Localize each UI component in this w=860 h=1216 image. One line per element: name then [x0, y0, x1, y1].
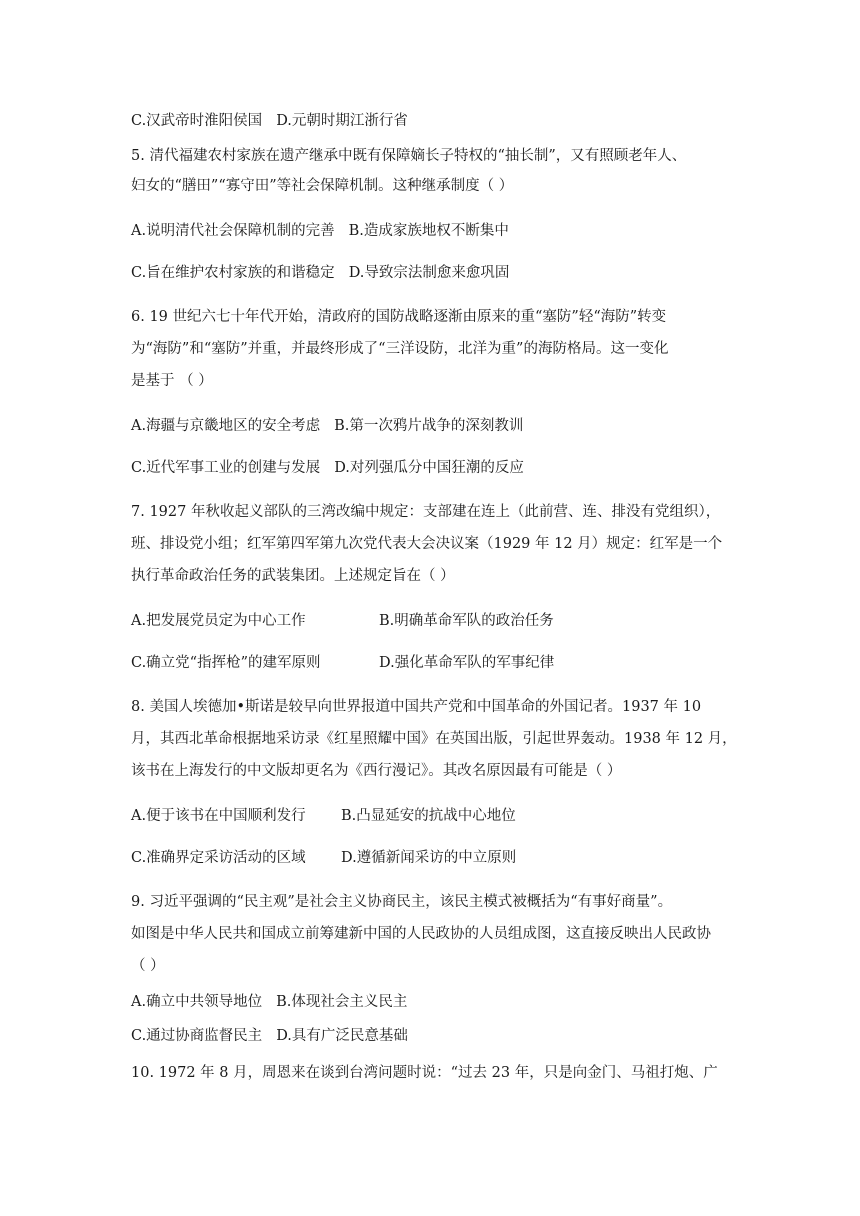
q6-options-cd: [131, 458, 524, 478]
option-a: A.说明清代社会保障机制的完善: [131, 223, 335, 239]
option-c: C.准确界定采访活动的区域: [131, 850, 306, 866]
option-b: B.造成家族地权不断集中: [348, 223, 509, 239]
q8-stem-line-1: 8. 美国人埃德加•斯诺是较早向世界报道中国共产党和中国革命的外国记者。1937 年 10: [131, 699, 702, 715]
option-b: B.体现社会主义民主: [276, 994, 408, 1010]
q9-stem-line-1: 9. 习近平强调的“民主观”是社会主义协商民主，该民主模式被概括为“有事好商量”。: [131, 894, 673, 910]
q5-options-cd: [131, 263, 509, 283]
option-a: A.海疆与京畿地区的安全考虑: [131, 418, 321, 434]
q8-options-ab: [131, 806, 516, 826]
q8-stem-line-2: 月，其西北革命根据地采访录《红星照耀中国》在英国出版，引起世界轰动。1938 年 12 月，: [131, 731, 737, 747]
q7-stem-line-3: 执行革命政治任务的武装集团。上述规定旨在（ ）: [131, 568, 455, 584]
option-c: C.汉武帝时淮阳侯国: [131, 113, 263, 129]
q7-stem-line-1: 7. 1927 年秋收起义部队的三湾改编中规定：支部建在连上（此前营、连、排没有党组织），: [131, 504, 721, 520]
option-a: A.便于该书在中国顺利发行: [131, 808, 306, 824]
q5-options-ab: [131, 221, 509, 241]
q7-options-cd: [131, 653, 554, 673]
option-b: B.凸显延安的抗战中心地位: [341, 808, 516, 824]
option-a: A.确立中共领导地位: [131, 994, 263, 1010]
option-b: B.第一次鸦片战争的深刻教训: [334, 418, 524, 434]
q6-stem-line-3: 是基于 （ ）: [131, 373, 213, 389]
q8-stem-line-3: 该书在上海发行的中文版却更名为《西行漫记》。其改名原因最有可能是（ ）: [131, 763, 622, 779]
q4-options-cd: [131, 111, 408, 131]
q8-options-cd: [131, 848, 516, 868]
q9-stem-line-3: （ ）: [131, 958, 165, 974]
option-b: B.明确革命军队的政治任务: [379, 613, 554, 629]
option-c: C.近代军事工业的创建与发展: [131, 460, 321, 476]
option-d: D.对列强瓜分中国狂潮的反应: [334, 460, 524, 476]
option-d: D.元朝时期江浙行省: [276, 113, 408, 129]
q7-stem-line-2: 班、排设党小组；红军第四军第九次党代表大会决议案（1929 年 12 月）规定：红军是一个: [131, 536, 723, 552]
q5-stem-line-2: 妇女的“膳田”“寡守田”等社会保障机制。这种继承制度（ ）: [131, 178, 514, 194]
option-d: D.遵循新闻采访的中立原则: [341, 850, 517, 866]
option-d: D.具有广泛民意基础: [276, 1028, 408, 1044]
q5-stem-line-1: 5. 清代福建农村家族在遗产继承中既有保障嫡长子特权的“抽长制”，又有照顾老年人、: [131, 148, 687, 164]
option-c: C.旨在维护农村家族的和谐稳定: [131, 265, 335, 281]
option-c: C.通过协商监督民主: [131, 1028, 263, 1044]
q10-stem-line-1: 10. 1972 年 8 月，周恩来在谈到台湾问题时说：“过去 23 年，只是向金门、马祖打炮、广: [131, 1065, 718, 1081]
q9-options-cd: [131, 1026, 408, 1046]
q7-options-ab: [131, 611, 554, 631]
option-d: D.强化革命军队的军事纪律: [379, 655, 555, 671]
q6-stem-line-2: 为“海防”和“塞防”并重，并最终形成了“三洋设防，北洋为重”的海防格局。这一变化: [131, 341, 669, 357]
option-a: A.把发展党员定为中心工作: [131, 613, 306, 629]
q9-options-ab: [131, 992, 407, 1012]
option-d: D.导致宗法制愈来愈巩固: [348, 265, 510, 281]
q6-options-ab: [131, 416, 523, 436]
option-c: C.确立党“指挥枪”的建军原则: [131, 655, 321, 671]
q6-stem-line-1: 6. 19 世纪六七十年代开始，清政府的国防战略逐渐由原来的重“塞防”轻“海防”转变: [131, 309, 667, 325]
q9-stem-line-2: 如图是中华人民共和国成立前筹建新中国的人民政协的人员组成图，这直接反映出人民政协: [131, 926, 711, 942]
